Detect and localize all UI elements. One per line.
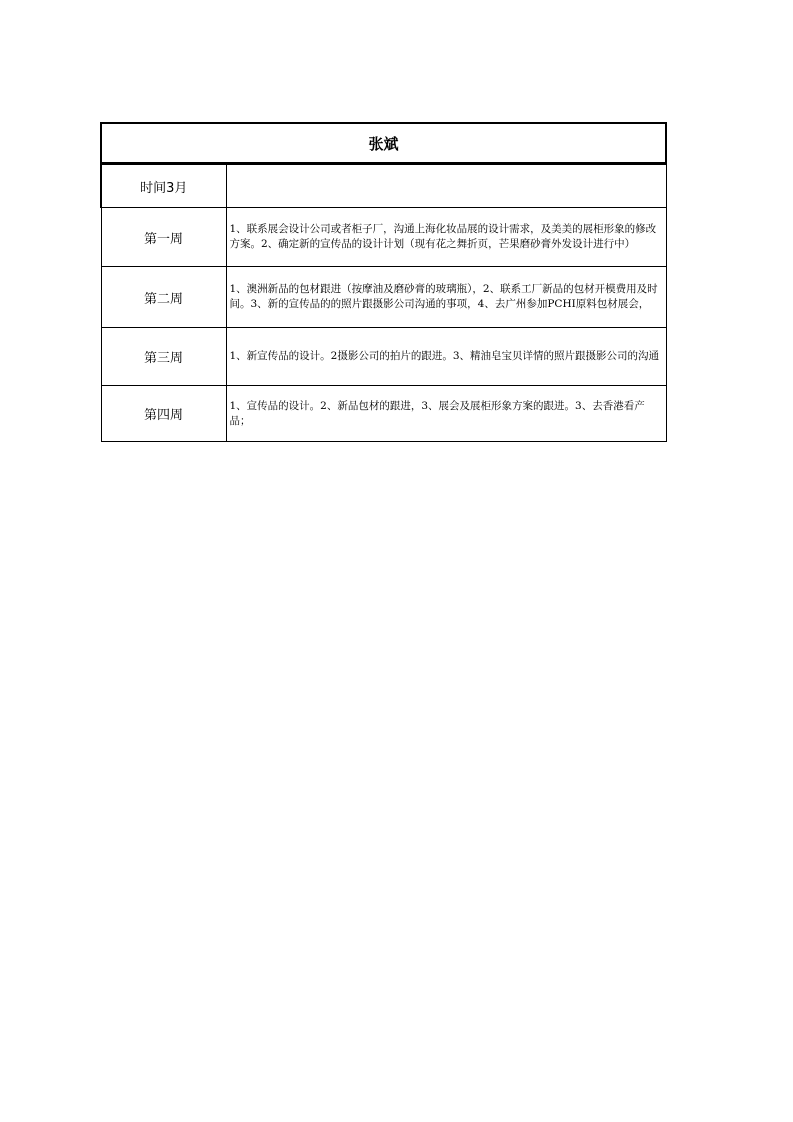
week-label-cell: 第四周 <box>101 386 226 442</box>
week-label-cell: 第二周 <box>101 267 226 328</box>
table-row <box>101 208 667 267</box>
week-plan-cell: 1、宣传品的设计。2、新品包材的跟进，3、展会及展柜形象方案的跟进。3、去香港看产品； <box>226 386 667 442</box>
week-label-cell: 第一周 <box>101 208 226 267</box>
week-plan-cell: 1、联系展会设计公司或者柜子厂，沟通上海化妆品展的设计需求，及美美的展柜形象的修改方案。2、确定新的宣传品的设计计划（现有花之舞折页，芒果磨砂膏外发设计进行中） <box>226 208 667 267</box>
table-header-row <box>101 165 667 208</box>
weekly-plan-table <box>100 164 667 442</box>
week-plan-cell: 1、澳洲新品的包材跟进（按摩油及磨砂膏的玻璃瓶），2、联系工厂新品的包材开模费用及时间。3、新的宣传品的的照片跟摄影公司沟通的事项，4、去广州参加PCHI原料包材展会， <box>226 267 667 328</box>
table-row <box>101 267 667 328</box>
week-plan-cell: 1、新宣传品的设计。2摄影公司的拍片的跟进。3、精油皂宝贝详情的照片跟摄影公司的沟通 <box>226 328 667 386</box>
time-value-cell <box>226 165 667 208</box>
table-row <box>101 386 667 442</box>
time-label-cell: 时间3月 <box>101 165 226 208</box>
table-row <box>101 328 667 386</box>
week-label-cell: 第三周 <box>101 328 226 386</box>
sheet-title: 张斌 <box>100 122 667 164</box>
work-plan-sheet <box>100 122 667 442</box>
